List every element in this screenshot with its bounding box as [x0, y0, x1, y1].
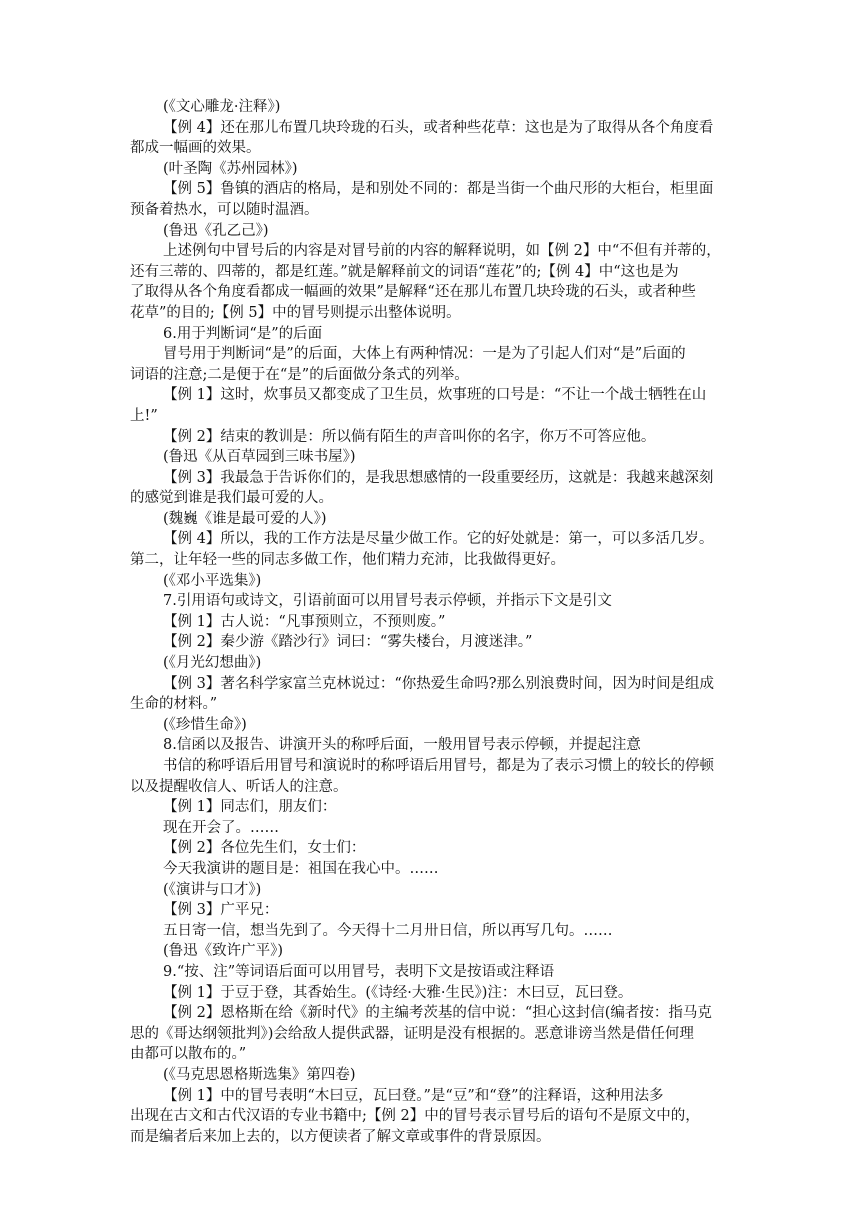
text-line: 【例 3】著名科学家富兰克林说过：“你热爱生命吗?那么别浪费时间，因为时间是组成: [163, 675, 715, 692]
text-line: 8.信函以及报告、讲演开头的称呼后面，一般用冒号表示停顿，并提起注意: [163, 737, 641, 754]
text-line: 词语的注意;二是便于在“是”的后面做分条式的列举。: [130, 366, 469, 383]
text-line: 【例 4】还在那儿布置几块玲珑的石头，或者种些花草：这也是为了取得从各个角度看: [163, 119, 714, 136]
text-line: (鲁迅《孔乙己》): [163, 222, 269, 239]
text-line: 【例 2】结束的教训是：所以倘有陌生的声音叫你的名字，你万不可答应他。: [163, 428, 656, 445]
text-line: 生命的材料。”: [130, 696, 218, 713]
text-line: 【例 4】所以，我的工作方法是尽量少做工作。它的好处就是：第一，可以多活几岁。: [163, 531, 714, 548]
text-line: 花草”的目的;【例 5】中的冒号则提示出整体说明。: [130, 304, 461, 321]
text-line: (《月光幻想曲》): [163, 655, 262, 672]
text-line: (《演讲与口才》): [163, 881, 262, 898]
text-line: 【例 1】中的冒号表明“木曰豆，瓦曰登。”是“豆”和“登”的注释语，这种用法多: [163, 1087, 664, 1104]
text-line: 由都可以散布的。”: [130, 1046, 247, 1063]
text-line: 【例 1】这时，炊事员又都变成了卫生员，炊事班的口号是：“不让一个战士牺牲在山: [163, 387, 707, 404]
text-line: 7.引用语句或诗文，引语前面可以用冒号表示停顿，并指示下文是引文: [163, 593, 612, 610]
text-line: 6.用于判断词“是”的后面: [163, 325, 323, 342]
text-line: 【例 2】秦少游《踏沙行》词曰：“雾失楼台，月渡迷津。”: [163, 634, 533, 651]
text-line: 【例 3】我最急于告诉你们的，是我思想感情的一段重要经历，这就是：我越来越深刻: [163, 469, 714, 486]
document-page: [0, 97, 860, 1147]
text-line: 的感觉到谁是我们最可爱的人。: [130, 490, 333, 507]
text-line: 现在开会了。……: [163, 819, 279, 836]
text-line: 都成一幅画的效果。: [130, 140, 261, 157]
text-line: 【例 2】各位先生们，女士们：: [163, 840, 366, 857]
text-line: 上!”: [130, 407, 158, 424]
text-line: (鲁迅《从百草园到三味书屋》): [163, 449, 356, 466]
text-line: 还有三蒂的、四蒂的，都是红莲。”就是解释前文的词语“莲花”的;【例 4】中“这也是为: [130, 263, 679, 280]
text-line: 【例 1】古人说：“凡事预则立，不预则废。”: [163, 613, 446, 630]
text-line: (鲁迅《致许广平》): [163, 943, 284, 960]
text-line: 【例 1】于豆于登，其香始生。(《诗经·大雅·生民》)注：木曰豆，瓦曰登。: [163, 984, 633, 1001]
text-line: 【例 3】广平兄：: [163, 902, 279, 919]
text-line: (魏巍《谁是最可爱的人》): [163, 510, 327, 527]
text-line: (《马克思恩格斯选集》第四卷): [163, 1066, 356, 1083]
text-line: 了取得从各个角度看都成一幅画的效果”是解释“还在那儿布置几块玲珑的石头，或者种些: [130, 284, 696, 301]
text-line: 今天我演讲的题目是：祖国在我心中。……: [163, 860, 439, 877]
text-line: (《邓小平选集》): [163, 572, 262, 589]
text-line: 思的《哥达纲领批判》)会给敌人提供武器，证明是没有根据的。恶意诽谤当然是借任何理: [130, 1025, 694, 1042]
text-line: 9.“按、注”等词语后面可以用冒号，表明下文是按语或注释语: [163, 963, 555, 980]
text-line: 五日寄一信，想当先到了。今天得十二月卅日信，所以再写几句。……: [163, 922, 613, 939]
text-line: 【例 5】鲁镇的酒店的格局，是和别处不同的：都是当街一个曲尺形的大柜台，柜里面: [163, 181, 714, 198]
text-line: 以及提醒收信人、听话人的注意。: [130, 778, 348, 795]
text-line: 预备着热水，可以随时温酒。: [130, 201, 319, 218]
text-line: 冒号用于判断词“是”的后面，大体上有两种情况：一是为了引起人们对“是”后面的: [163, 346, 686, 363]
text-line: 出现在古文和古代汉语的专业书籍中;【例 2】中的冒号表示冒号后的语句不是原文中的，: [130, 1108, 700, 1125]
text-line: (《珍惜生命》): [163, 716, 247, 733]
text-line: 而是编者后来加上去的，以方便读者了解文章或事件的背景原因。: [130, 1128, 551, 1145]
text-line: 【例 1】同志们，朋友们：: [163, 799, 337, 816]
text-line: 上述例句中冒号后的内容是对冒号前的内容的解释说明，如【例 2】中“不但有并蒂的，: [163, 243, 721, 260]
text-line: 第二，让年轻一些的同志多做工作，他们精力充沛，比我做得更好。: [130, 552, 565, 569]
text-line: (叶圣陶《苏州园林》): [163, 160, 298, 177]
text-line: 书信的称呼语后用冒号和演说时的称呼语后用冒号，都是为了表示习惯上的较长的停顿: [163, 758, 714, 774]
text-line: 【例 2】恩格斯在给《新时代》的主编考茨基的信中说：“担心这封信(编者按：指马克: [163, 1005, 712, 1022]
text-line: (《文心雕龙·注释》): [163, 99, 281, 115]
